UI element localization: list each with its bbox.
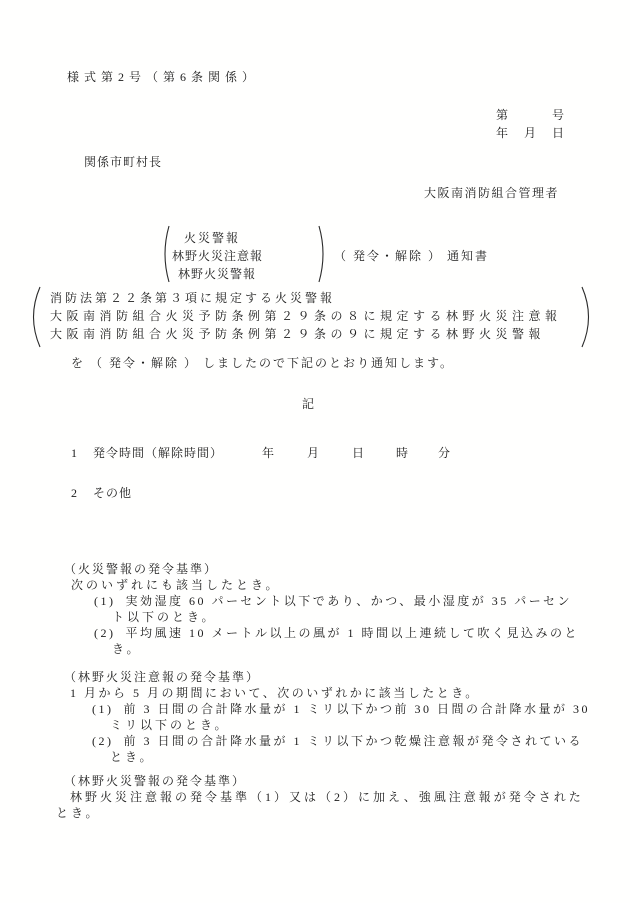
recipient: 関係市町村長 [84,155,163,169]
legal-basis-item: 消防法第２２条第３項に規定する火災警報 [50,291,336,305]
criteria-item-number: (1) [94,594,116,608]
criteria-intro: 1 月から 5 月の期間において、次のいずれかに該当したとき。 [70,686,480,700]
field-minute: 分 [438,446,451,460]
item2-label: その他 [93,486,133,500]
criteria-item-continuation: とき。 [110,750,155,764]
document-number: 第 号 [496,108,567,122]
criteria-heading: （火災警報の発令基準） [64,562,219,576]
criteria-item-number: (2) [92,734,114,748]
criteria-heading: （林野火災警報の発令基準） [64,774,247,788]
notice-type-option: 火災警報 [184,231,241,245]
criteria-item-continuation: ト以下のとき。 [112,610,217,624]
criteria-item-text: 平均風速 10 メートル以上の風が 1 時間以上連続して吹く見込みのと [125,626,580,640]
criteria-item [94,594,572,608]
criteria-item-continuation: き。 [112,642,142,656]
legal-basis-bracket-left-icon [25,285,43,349]
notice-title-suffix: （ 発令・解除 ） 通知書 [334,249,490,263]
notice-type-bracket-left-icon [158,225,172,283]
criteria-item-text: 前 3 日間の合計降水量が 1 ミリ以下かつ乾燥注意報が発令されている [123,734,584,748]
criteria-item-text: 前 3 日間の合計降水量が 1 ミリ以下かつ前 30 日間の合計降水量が 30 [123,702,591,716]
notification-statement: を （ 発令・解除 ） しましたので下記のとおり通知します。 [71,356,455,370]
criteria-item-number: (2) [94,626,116,640]
criteria-heading: （林野火災注意報の発令基準） [64,670,261,684]
notice-type-bracket-right-icon [316,225,330,283]
criteria-item [94,626,579,640]
criteria-item-text: 実効湿度 60 パーセント以下であり、かつ、最小湿度が 35 パーセン [125,594,573,608]
criteria-item [92,702,590,716]
field-year: 年 [262,446,275,460]
item1-label: 発令時間（解除時間） [93,446,224,460]
legal-basis-item: 大阪南消防組合火災予防条例第２９条の９に規定する林野火災警報 [50,327,546,341]
legal-basis-item: 大阪南消防組合火災予防条例第２９条の８に規定する林野火災注意報 [50,309,562,323]
criteria-intro: 次のいずれにも該当したとき。 [71,578,281,592]
criteria-text-continuation: とき。 [56,806,101,820]
date-line: 年 月 日 [496,126,567,140]
field-day: 日 [352,446,365,460]
criteria-item-continuation: ミリ以下のとき。 [110,718,230,732]
criteria-text: 林野火災注意報の発令基準（1）又は（2）に加え、強風注意報が発令された [70,790,584,804]
legal-basis-bracket-right-icon [579,285,597,349]
field-hour: 時 [396,446,409,460]
field-month: 月 [307,446,320,460]
record-marker: 記 [302,397,315,411]
item2-number: 2 [71,486,78,500]
notice-type-option: 林野火災警報 [178,267,257,281]
item1-number: 1 [71,446,78,460]
form-label: 様式第2号（第6条関係） [67,70,260,84]
criteria-item [92,734,583,748]
notice-type-option: 林野火災注意報 [172,249,264,263]
issuer-name: 大阪南消防組合管理者 [424,186,560,200]
criteria-item-number: (1) [92,702,114,716]
